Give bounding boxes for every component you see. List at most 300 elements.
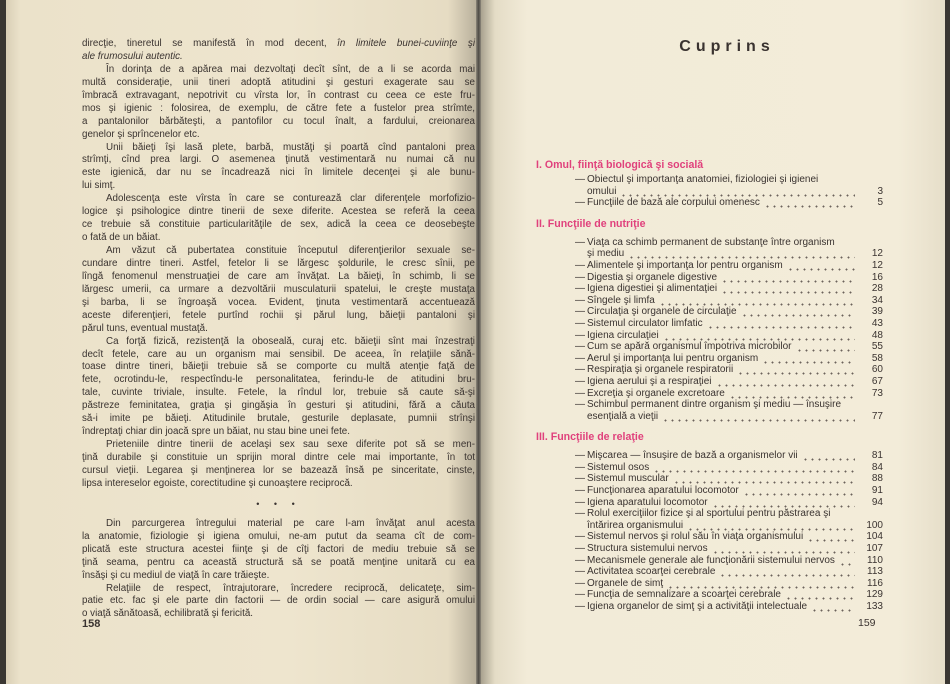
paragraph bbox=[82, 245, 475, 336]
paragraph bbox=[82, 518, 475, 583]
dot-leader bbox=[673, 473, 855, 485]
toc-entry bbox=[536, 462, 883, 474]
toc-entry-label: Viaţa ca schimb permanent de substanţe între organism bbox=[587, 236, 835, 248]
paragraph bbox=[82, 64, 475, 142]
toc-entry bbox=[536, 174, 883, 197]
text-segment: direcţie, tineretul se manifestă în mod decent, bbox=[82, 38, 338, 49]
text-segment: lîngă fenomenul menstruaţiei de care am învăţat. La băieţi, în schimb, li se bbox=[82, 270, 475, 282]
text-segment: este igienică, dar nu se încadrează nici în limitele decenţei şi ale bunu- bbox=[82, 167, 475, 179]
toc-entry bbox=[536, 260, 883, 272]
toc-entry-text bbox=[587, 295, 883, 307]
text-line bbox=[82, 310, 475, 323]
toc-entry-line bbox=[587, 341, 883, 353]
dot-leader bbox=[743, 485, 855, 497]
text-line bbox=[82, 38, 475, 51]
dash-marker: — bbox=[575, 577, 585, 589]
toc-entries bbox=[536, 237, 883, 423]
toc-entry-label: Obiectul şi importanţa anatomiei, fiziologiei şi igienei bbox=[587, 174, 819, 185]
text-line bbox=[82, 465, 475, 478]
toc-entry bbox=[536, 399, 883, 422]
toc-entry-line bbox=[587, 399, 883, 411]
text-line bbox=[82, 232, 475, 245]
toc-page-number: 113 bbox=[867, 566, 883, 578]
text-segment: multă consideraţie, unii tineri adoptă atitudini şi gesturi exagerate sau se bbox=[82, 76, 475, 88]
dot-leader bbox=[787, 260, 855, 272]
text-line bbox=[82, 452, 475, 465]
toc-entry-label: Igiena aerului şi a respiraţiei bbox=[587, 375, 712, 387]
text-segment: lărgesc umerii, ca urmare a dezvoltării musculaturii spatelui, le creşte mustaţa bbox=[82, 283, 475, 295]
text-segment: cundare dintre tineri. Astfel, fetelor li se lărgesc şoldurile, le cresc sînii, pe bbox=[82, 257, 475, 269]
text-line bbox=[82, 116, 475, 129]
text-line bbox=[82, 544, 475, 557]
dash-marker: — bbox=[575, 450, 585, 462]
toc-entry-line bbox=[587, 197, 883, 209]
text-segment: Unii băieţi îşi lasă plete, barbă, mustăţi şi poartă cînd pantaloni prea bbox=[106, 141, 475, 153]
dot-leader bbox=[807, 531, 855, 543]
italic-text: în limitele bunei-cuviinţe şi bbox=[337, 38, 475, 49]
text-segment: a pantalonilor bărbăteşti, a pantofilor cu tocul înalt, a fardului, creionarea bbox=[82, 115, 475, 127]
text-line bbox=[82, 426, 475, 439]
toc-entry-text bbox=[587, 450, 883, 462]
toc-page-number: 48 bbox=[871, 329, 883, 341]
dash-marker: — bbox=[575, 341, 585, 353]
text-segment: ţină seama, pentru ca această structură să se poată menţine unitară cu ea bbox=[82, 556, 475, 568]
toc-entry-line bbox=[587, 318, 883, 330]
toc-entry bbox=[536, 485, 883, 497]
dot-leader bbox=[811, 601, 855, 613]
text-segment: În dorinţa de a apărea mai dezvoltaţi decît sînt, de a li se acorda mai bbox=[106, 63, 475, 75]
toc-entry-line bbox=[587, 566, 883, 578]
text-line bbox=[82, 64, 475, 77]
dot-leader bbox=[620, 186, 855, 198]
toc-entry-label: Igiena organelor de simţ şi a activităţii intelectuale bbox=[587, 601, 808, 612]
dash-marker: — bbox=[575, 259, 585, 271]
toc-entry bbox=[536, 237, 883, 260]
text-segment: însăşi şi cu mediul de viaţă în care trăieşte. bbox=[82, 569, 270, 581]
text-line bbox=[82, 142, 475, 155]
toc-entry-line bbox=[587, 508, 883, 520]
dot-leader bbox=[628, 248, 855, 260]
text-segment: lui simţ. bbox=[82, 180, 116, 192]
toc-entry bbox=[536, 589, 883, 601]
dot-leader bbox=[721, 272, 855, 284]
toc-page-number: 55 bbox=[871, 341, 883, 353]
dash-marker: — bbox=[575, 543, 585, 555]
toc-entry bbox=[536, 601, 883, 613]
toc-entry-text bbox=[587, 531, 883, 543]
toc-entry bbox=[536, 364, 883, 376]
toc-entry-line bbox=[587, 411, 883, 423]
toc-page-number: 12 bbox=[871, 248, 883, 260]
dash-marker: — bbox=[575, 236, 585, 248]
toc-section-title: II. Funcţiile de nutriţie bbox=[536, 217, 646, 230]
toc-entry bbox=[536, 197, 883, 209]
toc-entry-text bbox=[587, 462, 883, 474]
dot-leader bbox=[764, 197, 855, 209]
toc-entry-label: Activitatea scoarţei cerebrale bbox=[587, 566, 716, 578]
toc-entry-text bbox=[587, 555, 883, 567]
dot-leader bbox=[839, 555, 855, 567]
text-segment: să-i imite pe băieţi. Atitudinile brutale, gesturile deplasate, pumnii strînşi bbox=[82, 413, 475, 425]
toc-page-number: 104 bbox=[866, 531, 883, 543]
toc-entry bbox=[536, 318, 883, 330]
toc-entry-line bbox=[587, 353, 883, 365]
toc-entry bbox=[536, 376, 883, 388]
text-segment: părul tuns, eventual mustaţă. bbox=[82, 322, 208, 334]
toc-entry-line bbox=[587, 237, 883, 249]
text-line bbox=[82, 180, 475, 193]
dot-leader bbox=[712, 543, 855, 555]
toc-page-number: 73 bbox=[871, 387, 883, 399]
toc-entry-line bbox=[587, 364, 883, 376]
toc-entry bbox=[536, 283, 883, 295]
dash-marker: — bbox=[575, 283, 585, 295]
dash-marker: — bbox=[575, 197, 585, 209]
toc-entry-text bbox=[587, 330, 883, 342]
dash-marker: — bbox=[575, 306, 585, 318]
toc-entry-text bbox=[587, 174, 883, 197]
text-line bbox=[82, 439, 475, 452]
toc-entry-line bbox=[587, 295, 883, 307]
text-segment: ce trebuie să constituie particularităţile de sex, adică la ceea ce deosebeşte bbox=[82, 219, 475, 231]
toc-entry-text bbox=[587, 341, 883, 353]
text-line bbox=[82, 400, 475, 413]
paragraph bbox=[82, 38, 475, 64]
dot-leader bbox=[741, 306, 855, 318]
toc-entry-line bbox=[587, 601, 883, 613]
toc-entries bbox=[536, 174, 883, 209]
toc-entry-label: Igiena aparatului locomotor bbox=[587, 496, 708, 508]
toc-entry-line bbox=[587, 174, 883, 186]
toc-entry-text bbox=[587, 260, 883, 272]
toc-entry-text bbox=[587, 601, 883, 613]
toc-entry-label: Schimbul permanent dintre organism şi mediu — însuşire bbox=[587, 399, 841, 411]
dot-leader bbox=[802, 450, 855, 462]
text-line bbox=[82, 531, 475, 544]
toc-entry bbox=[536, 555, 883, 567]
text-line bbox=[82, 374, 475, 387]
text-segment: Prieteniile dintre tinerii de acelaşi sex sau sexe diferite pot să se men- bbox=[106, 439, 475, 451]
toc-section-title: III. Funcţiile de relaţie bbox=[536, 431, 644, 444]
text-line bbox=[82, 90, 475, 103]
toc-entry bbox=[536, 272, 883, 284]
dash-marker: — bbox=[575, 601, 585, 612]
text-segment: la anatomie, fiziologie şi igiena omului, ne-am putut da seama cît de com- bbox=[82, 530, 475, 542]
toc-entry-label: Cum se apără organismul împotriva microbilor bbox=[587, 341, 792, 353]
body-text bbox=[82, 38, 475, 621]
toc-entry-text bbox=[587, 566, 883, 578]
text-segment: cursul vieţii. Legarea şi menţinerea lor se bazează însă pe sinceritate, cinste, bbox=[82, 464, 475, 476]
text-line bbox=[82, 478, 475, 491]
toc-entry-line bbox=[587, 578, 883, 590]
dash-marker: — bbox=[575, 329, 585, 341]
dash-marker: — bbox=[575, 589, 585, 601]
text-segment: toase dintre tineri, băieţii trebuie să se comporte cu multă atenţie faţă de bbox=[82, 361, 475, 373]
text-line bbox=[82, 193, 475, 206]
dot-leader bbox=[796, 341, 855, 353]
toc-entry-label: Funcţia de semnalizare a scoarţei cerebrale bbox=[587, 589, 781, 601]
toc-entry-line bbox=[587, 450, 883, 462]
toc-entry-label: Funcţiile de bază ale corpului omenesc bbox=[587, 197, 760, 209]
toc-entry bbox=[536, 497, 883, 509]
text-segment: mos şi igienic : folosirea, de exemplu, de către fete a fustelor prea strîmte, bbox=[82, 102, 475, 114]
dot-leader bbox=[687, 520, 855, 532]
text-segment: o viaţă sănătoasă, echilibrată şi fericită. bbox=[82, 608, 253, 620]
text-segment: Am văzut că pubertatea constituie începutul diferenţierilor sexuale se- bbox=[106, 245, 475, 256]
toc-page-number: 12 bbox=[871, 259, 883, 271]
toc-entry-line bbox=[587, 589, 883, 601]
toc-entry-label: Sistemul muscular bbox=[587, 473, 669, 485]
toc-entry-label: Aerul şi importanţa lui pentru organism bbox=[587, 352, 759, 364]
left-page bbox=[6, 0, 476, 684]
toc-entry bbox=[536, 306, 883, 318]
text-line bbox=[82, 103, 475, 116]
text-line bbox=[82, 518, 475, 531]
toc-entry-label: întărirea organismului bbox=[587, 519, 684, 531]
text-segment: strîmţi, cînd prea largi. O asemenea ţinută vestimentară nu numai că nu bbox=[82, 154, 475, 166]
text-line bbox=[82, 361, 475, 374]
toc-entry-label: şi mediu bbox=[587, 248, 625, 260]
text-line bbox=[82, 206, 475, 219]
toc-entry bbox=[536, 341, 883, 353]
toc-entry-text bbox=[587, 353, 883, 365]
toc-entry-text bbox=[587, 589, 883, 601]
text-segment: îndreptaţi chiar din joacă spre un băiat, nu stau bine unei fete. bbox=[82, 426, 350, 438]
toc-entry-text bbox=[587, 399, 883, 422]
text-line bbox=[82, 245, 475, 258]
toc-entry-line bbox=[587, 462, 883, 474]
toc-entry bbox=[536, 295, 883, 307]
toc-page-number: 84 bbox=[871, 461, 883, 473]
toc-entry bbox=[536, 566, 883, 578]
dot-leader bbox=[667, 578, 855, 590]
text-line bbox=[82, 336, 475, 349]
dash-marker: — bbox=[575, 531, 585, 543]
text-line bbox=[82, 557, 475, 570]
toc-entry-text bbox=[587, 543, 883, 555]
toc-entry-label: Respiraţia şi organele respiratorii bbox=[587, 364, 734, 376]
text-line bbox=[82, 219, 475, 232]
toc-page-number: 43 bbox=[871, 317, 883, 329]
toc-entry-line bbox=[587, 186, 883, 198]
toc-entry-label: Igiena circulaţiei bbox=[587, 329, 659, 341]
toc-entry-line bbox=[587, 497, 883, 509]
text-line bbox=[82, 154, 475, 167]
toc-section bbox=[536, 217, 883, 423]
toc-page-number: 129 bbox=[866, 589, 883, 601]
text-segment: genelor şi sprîncenelor etc. bbox=[82, 128, 200, 140]
paragraph bbox=[82, 439, 475, 491]
paragraph bbox=[82, 336, 475, 440]
text-line bbox=[82, 297, 475, 310]
toc-entry bbox=[536, 473, 883, 485]
toc-entry-line bbox=[587, 555, 883, 567]
toc-entry-line bbox=[587, 283, 883, 295]
text-segment: tale, cuvinte triviale, insulte. Fetele, la rîndul lor, trebuie să caute să-şi bbox=[82, 387, 475, 399]
text-line bbox=[82, 608, 475, 621]
text-segment: patie etc. fac şi ele parte din factorii — de ordin social — care asigură omului bbox=[82, 595, 475, 607]
toc-entry-line bbox=[587, 330, 883, 342]
toc-page-number: 34 bbox=[871, 294, 883, 306]
toc-entry-line bbox=[587, 260, 883, 272]
dot-leader bbox=[662, 411, 855, 423]
dot-leader bbox=[712, 497, 855, 509]
text-segment: Adolescenţa este vîrsta în care se conturează clar diferenţele morfofizio- bbox=[106, 193, 475, 205]
text-segment: plicată este structura acestei fiinţe şi de cîţi factori de mediu trebuie să se bbox=[82, 543, 475, 555]
toc-entry-label: Digestia şi organele digestive bbox=[587, 271, 718, 283]
toc-page-number: 91 bbox=[871, 485, 883, 497]
dash-marker: — bbox=[575, 399, 585, 411]
toc-entry-line bbox=[587, 272, 883, 284]
text-segment: Ca forţă fizică, rezistenţă la oboseală, curaj etc. băieţii sînt mai înzestraţi bbox=[106, 335, 475, 347]
toc-entry-text bbox=[587, 578, 883, 590]
toc-entry-label: esenţială a vieţii bbox=[587, 410, 659, 422]
toc-entry-label: Structura sistemului nervos bbox=[587, 543, 708, 555]
toc-entry-label: Sîngele şi limfa bbox=[587, 294, 655, 306]
toc-entry bbox=[536, 508, 883, 531]
dash-marker: — bbox=[575, 566, 585, 578]
dot-leader bbox=[762, 353, 855, 365]
dot-leader bbox=[737, 364, 855, 376]
dash-marker: — bbox=[575, 496, 585, 508]
toc-entry-line bbox=[587, 388, 883, 400]
toc-entry bbox=[536, 531, 883, 543]
toc-entry bbox=[536, 543, 883, 555]
toc-entry-label: Mecanismele generale ale funcţionării sistemului nervos bbox=[587, 554, 835, 566]
toc-entry-text bbox=[587, 388, 883, 400]
right-page bbox=[481, 0, 945, 684]
toc-entry bbox=[536, 450, 883, 462]
toc-page-number: 77 bbox=[871, 410, 883, 422]
toc-entry-label: Alimentele şi importanţa lor pentru organism bbox=[587, 259, 783, 271]
text-line bbox=[82, 323, 475, 336]
dash-marker: — bbox=[575, 317, 585, 329]
toc-entry-line bbox=[587, 485, 883, 497]
toc-page-number: 58 bbox=[871, 352, 883, 364]
toc-entry-text bbox=[587, 508, 883, 531]
toc-entry-line bbox=[587, 248, 883, 260]
text-segment: logice şi psihologice dintre tinerii de sexe diferite. Acestea se referă la ceea bbox=[82, 206, 475, 218]
toc-page-number: 110 bbox=[867, 554, 883, 566]
toc-entry-text bbox=[587, 485, 883, 497]
paragraph bbox=[82, 583, 475, 622]
dot-leader bbox=[785, 589, 855, 601]
section-separator: • • • bbox=[256, 498, 301, 509]
text-segment: o fată de un băiat. bbox=[82, 232, 161, 244]
dash-marker: — bbox=[575, 375, 585, 387]
dash-marker: — bbox=[575, 387, 585, 399]
toc-section bbox=[536, 158, 883, 209]
dot-leader bbox=[719, 566, 855, 578]
toc-entry-label: Circulaţia şi organele de circulaţie bbox=[587, 306, 737, 318]
toc-page-number: 3 bbox=[877, 185, 883, 197]
dash-marker: — bbox=[575, 554, 585, 566]
toc-entry-text bbox=[587, 318, 883, 330]
toc-entry bbox=[536, 330, 883, 342]
text-line bbox=[82, 258, 475, 271]
toc-section-title: I. Omul, fiinţă biologică şi socială bbox=[536, 159, 704, 171]
text-segment: lipsa intereselor egoiste, corectitudine şi cunoaştere reciprocă. bbox=[82, 477, 353, 489]
dash-marker: — bbox=[575, 461, 585, 473]
text-line bbox=[82, 413, 475, 426]
dot-leader bbox=[653, 462, 855, 474]
text-segment: aceste diferenţieri, fetele purtînd rochii şi părul lung, băieţii pantaloni şi bbox=[82, 309, 475, 321]
toc-entry-text bbox=[587, 272, 883, 284]
dot-leader bbox=[659, 295, 855, 307]
dash-marker: — bbox=[575, 294, 585, 306]
toc-page-number: 28 bbox=[871, 283, 883, 295]
dot-leader bbox=[707, 318, 855, 330]
toc-entry-text bbox=[587, 376, 883, 388]
toc-page-number: 100 bbox=[866, 519, 883, 531]
toc-entry-text bbox=[587, 237, 883, 260]
toc-entry-label: Igiena digestiei şi alimentaţiei bbox=[587, 283, 718, 295]
dash-marker: — bbox=[575, 352, 585, 364]
dash-marker: — bbox=[575, 174, 585, 185]
toc-page-number: 133 bbox=[866, 601, 883, 612]
text-line bbox=[82, 51, 475, 64]
text-segment: fete, ocrotindu-le, respectîndu-le personalitatea, ferindu-le de atitudini bru- bbox=[82, 374, 475, 386]
toc-page-number: 81 bbox=[871, 450, 883, 462]
text-segment: păstreze feminitatea, graţia şi gingăşia în gesturi şi atitudini, fără a căuta bbox=[82, 400, 475, 412]
text-line bbox=[82, 349, 475, 362]
text-line bbox=[82, 284, 475, 297]
table-of-contents bbox=[536, 158, 883, 621]
dash-marker: — bbox=[575, 473, 585, 485]
italic-text: ale frumosului autentic. bbox=[82, 50, 183, 62]
text-line bbox=[82, 77, 475, 90]
toc-entry-text bbox=[587, 306, 883, 318]
toc-page-number: 107 bbox=[866, 543, 883, 555]
text-line bbox=[82, 583, 475, 596]
text-segment: Relaţiile de respect, întrajutorare, încredere reciprocă, delicateţe, sim- bbox=[106, 582, 475, 594]
toc-page-number: 39 bbox=[871, 306, 883, 318]
toc-entry-label: Sistemul nervos şi rolul său în viaţa organismului bbox=[587, 531, 804, 543]
paragraph bbox=[82, 193, 475, 245]
toc-page-number: 67 bbox=[871, 375, 883, 387]
toc-entry-line bbox=[587, 473, 883, 485]
toc-page-number: 88 bbox=[871, 473, 883, 485]
dash-marker: — bbox=[575, 508, 585, 520]
toc-entries bbox=[536, 450, 883, 612]
dot-leader bbox=[663, 330, 855, 342]
text-line bbox=[82, 129, 475, 142]
toc-page-number: 94 bbox=[871, 496, 883, 508]
text-line bbox=[82, 387, 475, 400]
text-line bbox=[82, 167, 475, 180]
dot-leader bbox=[716, 376, 855, 388]
toc-entry bbox=[536, 388, 883, 400]
toc-page-number: 5 bbox=[877, 197, 883, 209]
toc-entry-text bbox=[587, 497, 883, 509]
toc-entry-line bbox=[587, 520, 883, 532]
toc-entry-text bbox=[587, 283, 883, 295]
toc-entry bbox=[536, 578, 883, 590]
text-line bbox=[82, 595, 475, 608]
toc-page-number: 116 bbox=[867, 577, 883, 589]
toc-page-number: 60 bbox=[871, 364, 883, 376]
toc-entry-label: Organele de simţ bbox=[587, 577, 664, 589]
page-number-right: 159 bbox=[858, 617, 876, 629]
toc-entry-label: Excreţia şi organele excretoare bbox=[587, 387, 725, 399]
dash-marker: — bbox=[575, 271, 585, 283]
page-number-left: 158 bbox=[82, 618, 101, 630]
toc-entry-line bbox=[587, 543, 883, 555]
dot-leader bbox=[729, 388, 855, 400]
toc-entry bbox=[536, 353, 883, 365]
toc-entry-line bbox=[587, 376, 883, 388]
toc-entry-line bbox=[587, 531, 883, 543]
